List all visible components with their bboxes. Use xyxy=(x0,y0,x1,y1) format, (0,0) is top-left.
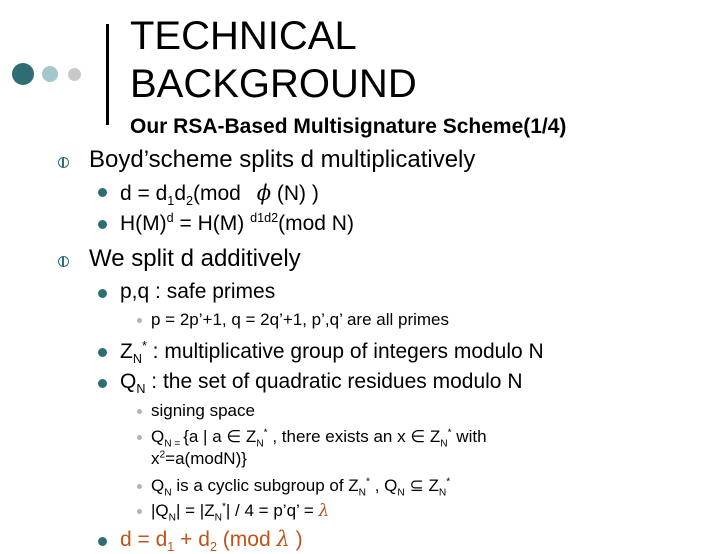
boyd-item-2: $H(M)^d = H(M)$ $^{d1d2}$(mod N) xyxy=(120,211,354,235)
decorative-dot-light xyxy=(42,66,58,82)
level2-bullet-icon xyxy=(98,188,107,197)
level3-bullet-icon xyxy=(137,435,142,440)
additive-split-item: $d = d_1 + d_2$ (mod λ ) xyxy=(120,527,303,554)
signing-space-item: signing space xyxy=(151,401,255,420)
qn-definition-line1: $Q_{N =}$ {a | a ∈ $Z_N^*$ , there exists an x ∈ $Z_N^*$ with xyxy=(151,427,487,450)
ours-heading: We split d additively xyxy=(89,245,301,272)
level2-bullet-icon xyxy=(98,289,107,298)
lambda-symbol: λ xyxy=(318,501,330,521)
safe-primes-item: p,q : safe primes xyxy=(120,280,276,303)
decorative-dot-dark xyxy=(12,63,34,85)
level3-bullet-icon xyxy=(137,509,142,514)
boyd-heading: Boyd’scheme splits d multiplicatively xyxy=(89,146,476,173)
level3-bullet-icon xyxy=(137,484,142,489)
level2-bullet-icon xyxy=(98,379,107,388)
level3-bullet-icon xyxy=(137,409,142,414)
level3-bullet-icon xyxy=(137,318,142,323)
slide-title-line2: BACKGROUND xyxy=(130,62,417,106)
level1-bullet-icon xyxy=(58,256,69,267)
cyclic-subgroup-item: $Q_N$ is a cyclic subgroup of $Z_N^*$ , $Q_N$ ⊆ $Z_N^*$ xyxy=(151,476,451,499)
level1-bullet-icon xyxy=(58,157,69,168)
decorative-dot-grey xyxy=(68,68,81,81)
level2-bullet-icon xyxy=(98,220,107,229)
phi-symbol: ϕ xyxy=(256,181,272,205)
safe-primes-detail: p = 2p’+1, q = 2q’+1, p’,q’ are all primes xyxy=(151,310,449,329)
boyd-item-1: $d = d_1d_2(mod$ ϕ (N) ) xyxy=(120,181,319,209)
level2-bullet-icon xyxy=(98,537,107,546)
title-divider xyxy=(106,24,109,125)
slide-title-line1: TECHNICAL xyxy=(130,14,357,58)
group-order-item: $|Q_N| = |Z_N^*| / 4$ = p’q’ = λ xyxy=(151,501,330,524)
slide-subtitle: Our RSA-Based Multisignature Scheme(1/4) xyxy=(130,115,567,138)
qn-item: $Q_N$ : the set of quadratic residues modulo N xyxy=(120,370,523,397)
qn-definition-line2: $x^2=a(modN)$} xyxy=(151,449,247,468)
level2-bullet-icon xyxy=(98,348,107,357)
zn-star-item: $Z_N^*$ : multiplicative group of integers modulo N xyxy=(120,339,544,367)
